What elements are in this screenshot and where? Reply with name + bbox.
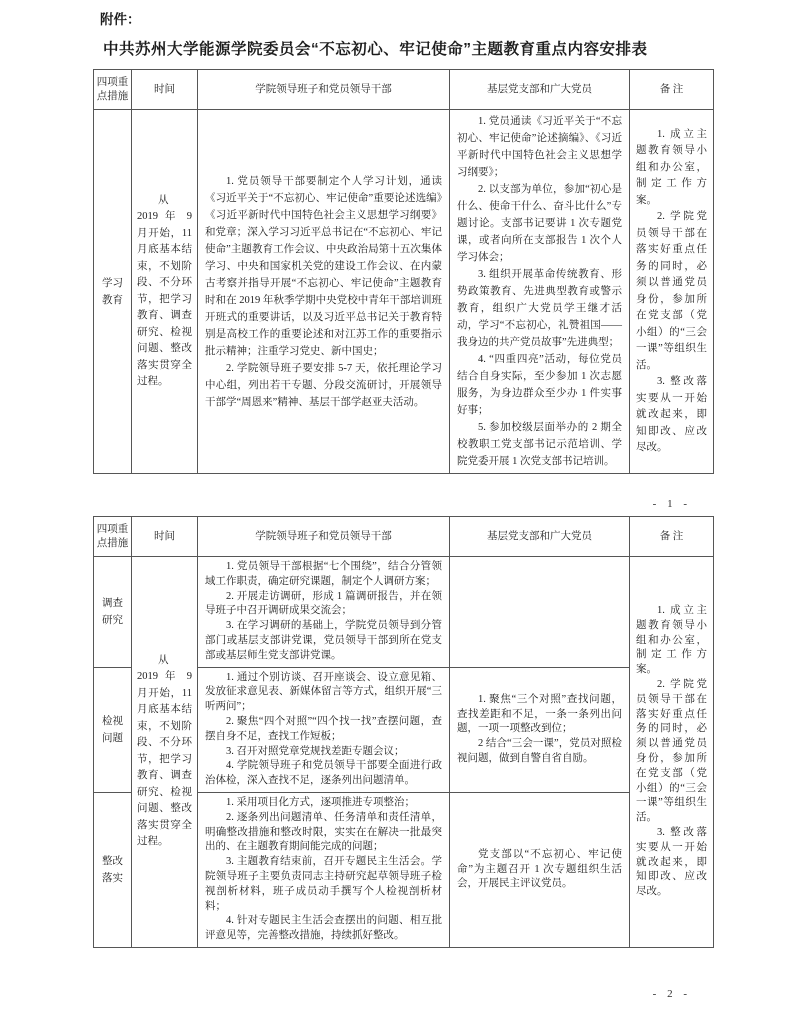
college-cell-investigation — [198, 557, 450, 668]
table-row — [94, 110, 714, 474]
cell-paragraph: 2. 开展走访调研，形成 1 篇调研报告，并在领导班子中召开调研成果交流会； — [205, 590, 442, 617]
cell-paragraph: 2. 聚焦“四个对照”“四个找一找”查摆问题，查摆自身不足，查找工作短板； — [205, 715, 442, 742]
page-title: 中共苏州大学能源学院委员会“不忘初心、牢记使命”主题教育重点内容安排表 — [103, 41, 648, 58]
branch-cell-study-education — [450, 110, 630, 474]
time-text: 从 2019 年 9 月开始，11 月底基本结束，不划阶段、不分环节，把学习教育、调查研究、检视问题、整改落实贯穿全过程。 — [137, 194, 192, 387]
cell-paragraph: 1. 聚焦“三个对照”查找问题，查找差距和不足，一条一条列出问题，一项一项整改到位； — [457, 693, 622, 735]
cell-paragraph: 3. 在学习调研的基础上，学院党员领导到分管部门或基层支部讲党课，党员领导干部到所在党支部或基层师生党支部讲党课。 — [205, 620, 442, 661]
cell-paragraph: 4. 针对专题民主生活会查摆出的问题、相互批评意见等，完善整改措施，持续抓好整改。 — [205, 915, 442, 942]
cell-paragraph: 4. 学院领导班子和党员领导干部要全面进行政治体检，深入查找不足，逐条列出问题清单。 — [205, 760, 442, 787]
column-header-branch-members: 基层党支部和广大党员 — [450, 517, 630, 557]
branch-cell-examine-problems — [450, 667, 630, 792]
college-cell-examine-problems — [198, 667, 450, 792]
cell-paragraph: 3. 组织开展革命传统教育、形势政策教育、先进典型教育或警示教育，组织广大党员学王继才活动，学习“不忘初心，礼赞祖国——我身边的共产党员故事”先进典型； — [457, 269, 622, 348]
cell-paragraph: 2. 以支部为单位，参加“初心是什么、使命干什么、奋斗比什么”专题讨论。支部书记要讲 1 次专题党课，或者向所在支部报告 1 次个人学习体会； — [457, 184, 622, 263]
cell-paragraph: 1. 党员领导干部要制定个人学习计划，通读《习近平关于“不忘初心、牢记使命”重要论述选编》《习近平新时代中国特色社会主义思想学习纲要》和党章；深入学习习近平总书记在“不忘初心、牢记使命”主题教育工作会议、中央政治局第十五次集体学习、中央和国家机关党的建设工作会议、在内蒙古考察并指导开展“不忘初心、牢记使命”主题教育时和在 2019 年秋季学期中央党校中青年干部培训班开班式的重要讲话，以及习近平总书记关于教育特别是高校工作的重要论述和对江苏工作的重要指示批示精神；注重学习党史、新中国史； — [205, 175, 442, 357]
cell-paragraph: 1. 成立主题教育领导小组和办公室，制定工作方案。 — [636, 128, 707, 206]
cell-paragraph: 2. 学院党员领导干部在落实好重点任务的同时，必须以普通党员身份，参加所在党支部（党小组）的“三会一课”等组织生活。 — [636, 211, 707, 371]
cell-paragraph: 2. 逐条列出问题清单、任务清单和责任清单，明确整改措施和整改时限，实实在在解决一批最突出的、在主题教育期间能完成的问题； — [205, 811, 442, 853]
measure-cell-investigation: 调查研究 — [94, 557, 132, 668]
column-header-time: 时间 — [132, 70, 198, 110]
table-2-header-row — [94, 517, 714, 557]
cell-paragraph: 3. 整改落实要从一开始就改起来，即知即改、应改尽改。 — [636, 826, 707, 898]
cell-paragraph: 5. 参加校级层面举办的 2 期全校教职工党支部书记示范培训、学院党委开展 1 次党支部书记培训。 — [457, 422, 622, 467]
column-header-measures: 四项重点措施 — [94, 70, 132, 110]
cell-paragraph: 3. 整改落实要从一开始就改起来，即知即改、应改尽改。 — [636, 376, 707, 453]
cell-paragraph: 1. 党员通读《习近平关于“不忘初心、牢记使命”论述摘编》、《习近平新时代中国特色社会主义思想学习纲要》； — [457, 116, 622, 178]
cell-paragraph: 3. 召开对照党章党规找差距专题会议； — [226, 745, 405, 757]
cell-paragraph: 3. 主题教育结束前，召开专题民主生活会。学院领导班子主要负责同志主持研究起草领导班子检视剖析材料，班子成员动手撰写个人检视剖析材料； — [205, 856, 442, 912]
cell-paragraph: 1. 通过个别访谈、召开座谈会、设立意见箱、发放征求意见表、新媒体留言等方式，组织开展“三听两问”； — [205, 671, 442, 713]
column-header-college-leaders: 学院领导班子和党员领导干部 — [198, 517, 450, 557]
column-header-college-leaders: 学院领导班子和党员领导干部 — [198, 70, 450, 110]
cell-paragraph: 2. 学院领导班子要安排 5-7 天，依托理论学习中心组，列出若干专题、分段交流研讨，开展领导干部学“周恩来”精神、基层干部学赵亚夫活动。 — [205, 362, 442, 408]
college-cell-study-education — [198, 110, 450, 474]
cell-paragraph: 1. 采用项目化方式，逐项推进专项整治； — [226, 796, 415, 808]
cell-paragraph: 党支部以“不忘初心、牢记使命”为主题召开 1 次专题组织生活会，开展民主评议党员。 — [457, 848, 622, 890]
column-header-time: 时间 — [132, 517, 198, 557]
cell-paragraph: 2 结合“三会一课”，党员对照检视问题，做到自警自省自励。 — [457, 738, 622, 764]
measure-cell-study-education: 学习教育 — [94, 110, 132, 474]
schedule-table-2 — [93, 516, 714, 948]
remark-cell — [630, 557, 714, 948]
cell-paragraph: 1. 党员领导干部根据“七个围绕”，结合分管领域工作职责，确定研究课题，制定个人调研方案； — [205, 561, 442, 587]
table-row-investigation — [94, 557, 714, 668]
branch-cell-investigation — [450, 557, 630, 668]
page-number-2: - 2 - — [652, 987, 691, 1000]
college-cell-rectification — [198, 792, 450, 947]
cell-paragraph: 2. 学院党员领导干部在落实好重点任务的同时，必须以普通党员身份，参加所在党支部（党小组）的“三会一课”等组织生活。 — [636, 678, 707, 824]
cell-paragraph: 1. 成立主题教育领导小组和办公室，制定工作方案。 — [636, 604, 707, 676]
table-1-header-row — [94, 70, 714, 110]
schedule-table-1 — [93, 69, 714, 474]
remark-cell — [630, 110, 714, 474]
cell-paragraph: 4. “四重四亮”活动，每位党员结合自身实际，至少参加 1 次志愿服务，为身边群众至少办 1 件实事好事； — [457, 354, 622, 416]
column-header-measures: 四项重点措施 — [94, 517, 132, 557]
column-header-branch-members: 基层党支部和广大党员 — [450, 70, 630, 110]
column-header-remarks: 备 注 — [630, 517, 714, 557]
attachment-label: 附件： — [100, 12, 141, 27]
column-header-remarks: 备 注 — [630, 70, 714, 110]
time-cell — [132, 110, 198, 474]
time-text: 从 2019 年 9 月开始，11 月底基本结束，不划阶段、不分环节，把学习教育、调查研究、检视问题、整改落实贯穿全过程。 — [137, 654, 192, 848]
time-cell — [132, 557, 198, 948]
measure-cell-examine-problems: 检视问题 — [94, 667, 132, 792]
measure-cell-rectification: 整改落实 — [94, 792, 132, 947]
branch-cell-rectification — [450, 792, 630, 947]
page-number-1: - 1 - — [652, 498, 691, 510]
